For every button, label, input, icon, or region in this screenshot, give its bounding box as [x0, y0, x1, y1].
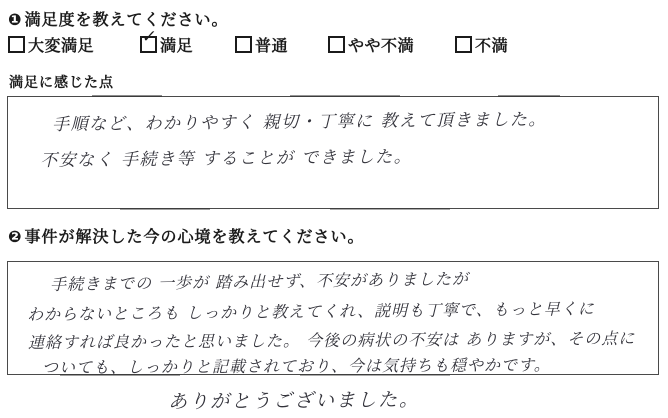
q2-answer-line-3: 連絡すれば良かったと思いました。 今後の病状の不安は ありますが、その点に [27, 328, 636, 352]
check-icon: ✓ [140, 27, 159, 47]
scan-artifact [498, 95, 560, 97]
scan-artifact [92, 95, 162, 97]
checkbox-icon [455, 36, 472, 53]
question-2-title [8, 224, 365, 247]
question-1-text: 満足度を教えてください。 [24, 10, 229, 29]
filled-circle-1-icon: ❶ [8, 10, 23, 29]
scan-artifact [300, 374, 450, 376]
checkbox-label: 不満 [475, 36, 509, 55]
question-2-text: 事件が解決した今の心境を教えてください。 [24, 227, 365, 246]
checkbox-icon [235, 36, 252, 53]
checkbox-label: 普通 [255, 36, 289, 55]
scan-artifact [60, 374, 180, 376]
checkbox-label: 満足 [160, 36, 194, 55]
filled-circle-2-icon: ❷ [8, 227, 23, 246]
scan-artifact [290, 95, 400, 97]
checkbox-icon [328, 36, 345, 53]
checkbox-label: やや不満 [348, 36, 415, 55]
checkbox-option-very-satisfied [8, 33, 94, 56]
checkbox-option-somewhat-dissatisfied [328, 33, 414, 56]
q2-answer-line-4: ついても、しっかりと記載されており、今は気持ちも穏やかです。 [41, 355, 551, 377]
q1-answer-line-1: 手順など、わかりやすく 親切・丁寧に 教えて頂きました。 [51, 109, 547, 135]
checkbox-option-normal [235, 33, 288, 56]
checkbox-option-satisfied [140, 27, 194, 56]
q2-answer-line-1: 手続きまでの 一歩が 踏み出せず、不安がありましたが [49, 269, 470, 294]
q1-comment-label: 満足に感じた点 [9, 75, 114, 91]
checkbox-label: 大変満足 [28, 36, 95, 55]
question-1-title [8, 7, 229, 30]
scan-artifact [120, 208, 210, 210]
closing-thanks-line: ありがとうございました。 [167, 388, 421, 413]
q2-answer-line-2: わからないところも しっかりと教えてくれ、説明も丁寧で、もっと早くに [26, 299, 595, 324]
q1-answer-line-2: 不安なく 手続き等 することが できました。 [39, 147, 413, 171]
checkbox-option-dissatisfied [455, 33, 508, 56]
scan-artifact [330, 208, 450, 210]
checkbox-icon [140, 27, 159, 53]
checkbox-icon [8, 36, 25, 53]
